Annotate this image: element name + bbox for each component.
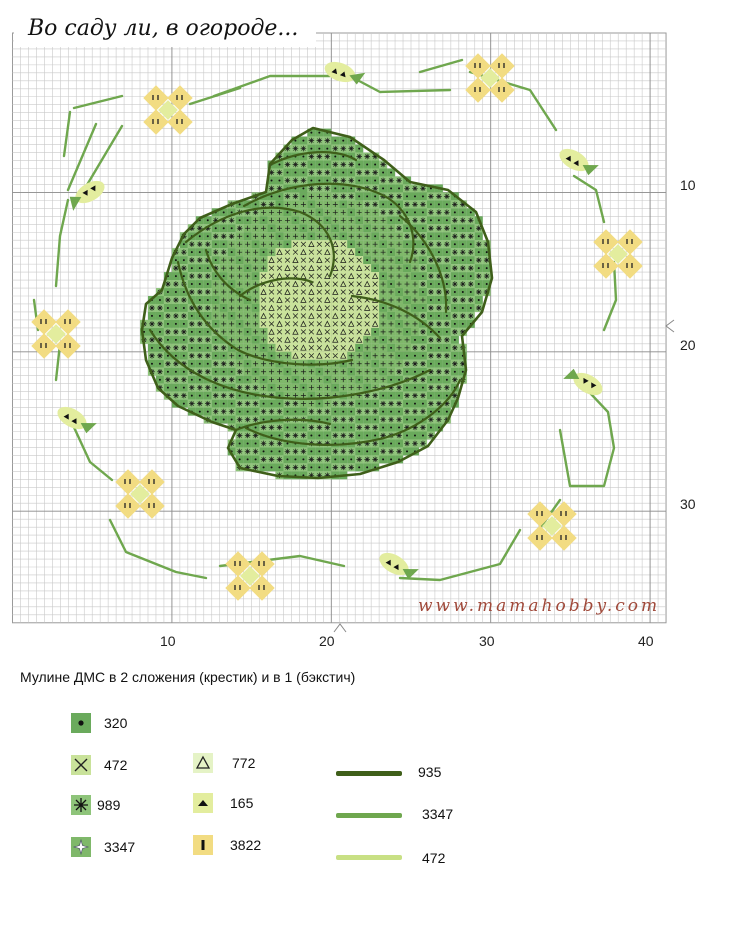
x-tick-40: 40 bbox=[638, 633, 654, 649]
swatch-3347 bbox=[70, 836, 92, 858]
center-marker-x bbox=[334, 624, 346, 632]
y-tick-20: 20 bbox=[680, 337, 696, 353]
legend-label-165: 165 bbox=[230, 795, 254, 811]
swatch-472 bbox=[70, 754, 92, 776]
backstitch-label-935: 935 bbox=[418, 764, 442, 780]
chart-title: Во саду ли, в огороде... bbox=[14, 14, 316, 47]
legend-label-472: 472 bbox=[104, 757, 128, 773]
swatch-320 bbox=[70, 712, 92, 734]
swatch-989 bbox=[70, 794, 92, 816]
x-tick-30: 30 bbox=[479, 633, 495, 649]
legend-label-3347: 3347 bbox=[104, 839, 136, 855]
backstitch-3347-line bbox=[336, 813, 402, 818]
y-tick-10: 10 bbox=[680, 177, 696, 193]
legend-label-772: 772 bbox=[232, 755, 256, 771]
x-tick-10: 10 bbox=[160, 633, 176, 649]
backstitch-935-line bbox=[336, 771, 402, 776]
backstitch-472-line bbox=[336, 855, 402, 860]
watermark: www.mamahobby.com bbox=[418, 596, 661, 616]
center-marker-y bbox=[666, 320, 674, 332]
swatch-772 bbox=[192, 752, 214, 774]
legend-title: Мулине ДМС в 2 сложения (крестик) и в 1 (бэкстич) bbox=[20, 669, 356, 685]
legend-label-989: 989 bbox=[97, 797, 121, 813]
legend-label-3822: 3822 bbox=[230, 837, 262, 853]
backstitch-label-472: 472 bbox=[422, 850, 446, 866]
backstitch-label-3347: 3347 bbox=[422, 806, 454, 822]
y-tick-30: 30 bbox=[680, 496, 696, 512]
legend-label-320: 320 bbox=[104, 715, 128, 731]
x-tick-20: 20 bbox=[319, 633, 335, 649]
swatch-165 bbox=[192, 792, 214, 814]
swatch-3822 bbox=[192, 834, 214, 856]
